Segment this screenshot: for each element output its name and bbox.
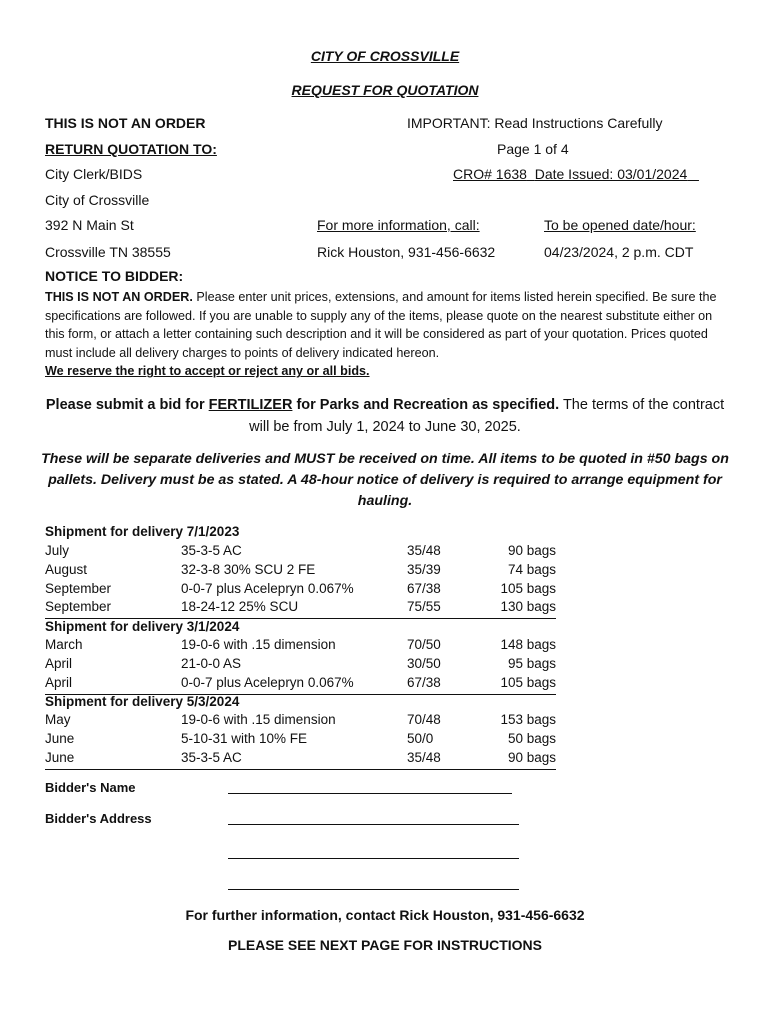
bidder-address-label: Bidder's Address xyxy=(45,811,152,826)
info-label: For more information, call: xyxy=(317,217,480,233)
shipment-heading: Shipment for delivery 7/1/2023 xyxy=(45,524,240,539)
cro-line xyxy=(453,166,720,182)
row-ratio: 67/38 xyxy=(407,675,441,690)
row-month: September xyxy=(45,581,112,596)
row-ratio: 35/39 xyxy=(407,562,441,577)
bidder-address-field-1[interactable] xyxy=(228,823,519,825)
cro-number: CRO# 1638 xyxy=(453,166,527,182)
contract-terms: The terms of the contract will be from July 1, 2024 to June 30, 2025. xyxy=(249,397,725,435)
open-date: 04/23/2024, 2 p.m. CDT xyxy=(544,244,694,260)
row-ratio: 70/48 xyxy=(407,712,441,727)
bidder-name-label: Bidder's Name xyxy=(45,780,136,795)
return-to-label: RETURN QUOTATION TO: xyxy=(45,141,217,157)
row-quantity: 74 bags xyxy=(507,562,556,577)
not-order-label: THIS IS NOT AN ORDER xyxy=(45,115,206,131)
row-month: September xyxy=(45,599,112,614)
important-note: IMPORTANT: Read Instructions Carefully xyxy=(407,115,663,131)
info-contact: Rick Houston, 931-456-6632 xyxy=(317,244,496,260)
row-quantity: 130 bags xyxy=(500,599,556,614)
notice-heading: NOTICE TO BIDDER: xyxy=(45,268,184,284)
row-ratio: 30/50 xyxy=(407,656,441,671)
date-issued: Date Issued: 03/01/2024 xyxy=(534,166,688,182)
page-number: Page 1 of 4 xyxy=(497,141,569,157)
row-product: 0-0-7 plus Acelepryn 0.067% xyxy=(181,675,354,690)
table-row xyxy=(45,656,556,675)
row-product: 18-24-12 25% SCU xyxy=(181,599,299,614)
bidder-address-field-2[interactable] xyxy=(228,857,519,859)
table-row xyxy=(45,750,556,770)
row-quantity: 153 bags xyxy=(500,712,556,727)
submit-statement xyxy=(40,394,730,438)
address-line-4: Crossville TN 38555 xyxy=(45,244,171,260)
submit-pre: Please submit a bid for xyxy=(45,397,209,413)
delivery-notice: These will be separate deliveries and MUST be received on time. All items to be quoted in #50 bags on pallets. Delivery must be as stated. A 48-hour notice of delivery is required to arrange equipment for hauling. xyxy=(41,451,729,509)
address-line-2: City of Crossville xyxy=(45,192,150,208)
table-row xyxy=(45,731,556,750)
city-title: CITY OF CROSSVILLE xyxy=(310,48,460,64)
row-ratio: 35/48 xyxy=(407,750,441,765)
row-product: 35-3-5 AC xyxy=(181,750,242,765)
row-ratio: 75/55 xyxy=(407,599,441,614)
row-quantity: 148 bags xyxy=(500,637,556,652)
row-month: August xyxy=(45,562,88,577)
row-quantity: 105 bags xyxy=(500,675,556,690)
rfq-title: REQUEST FOR QUOTATION xyxy=(291,82,479,98)
row-product: 19-0-6 with .15 dimension xyxy=(181,712,336,727)
row-month: March xyxy=(45,637,83,652)
submit-item: FERTILIZER xyxy=(208,397,293,413)
table-row xyxy=(45,581,556,600)
bidder-address-field-3[interactable] xyxy=(228,888,519,890)
table-row xyxy=(45,675,556,695)
table-row xyxy=(45,599,556,619)
row-quantity: 90 bags xyxy=(507,543,556,558)
bidder-name-field[interactable] xyxy=(228,792,512,794)
row-quantity: 50 bags xyxy=(507,731,556,746)
row-product: 21-0-0 AS xyxy=(181,656,242,671)
reserve-rights: We reserve the right to accept or reject any or all bids. xyxy=(45,364,370,379)
submit-post: for Parks and Recreation as specified. xyxy=(292,397,560,413)
table-row xyxy=(45,637,556,656)
row-month: June xyxy=(45,750,75,765)
row-quantity: 95 bags xyxy=(507,656,556,671)
notice-lead: THIS IS NOT AN ORDER. xyxy=(45,290,193,304)
row-month: June xyxy=(45,731,75,746)
shipment-heading: Shipment for delivery 3/1/2024 xyxy=(45,619,240,634)
notice-paragraph xyxy=(45,288,735,381)
next-page-note: PLEASE SEE NEXT PAGE FOR INSTRUCTIONS xyxy=(227,937,542,953)
table-row xyxy=(45,543,556,562)
row-ratio: 35/48 xyxy=(407,543,441,558)
row-product: 5-10-31 with 10% FE xyxy=(181,731,308,746)
row-quantity: 90 bags xyxy=(507,750,556,765)
row-month: April xyxy=(45,656,73,671)
table-row xyxy=(45,712,556,731)
row-product: 19-0-6 with .15 dimension xyxy=(181,637,336,652)
shipment-heading: Shipment for delivery 5/3/2024 xyxy=(45,694,240,709)
row-month: April xyxy=(45,675,73,690)
row-product: 32-3-8 30% SCU 2 FE xyxy=(181,562,316,577)
row-ratio: 67/38 xyxy=(407,581,441,596)
notice-body: Please enter unit prices, extensions, and amount for items listed herein specified. Be sure the specifications are followed. If you are unable to supply any of the items, please quote on the nearest substitute either on this form, or attach a letter containing such description and it will be considered as part of your quotation. Prices quoted must include all delivery charges to points of delivery indicated hereon. xyxy=(45,290,717,360)
row-product: 35-3-5 AC xyxy=(181,543,242,558)
contact-footer: For further information, contact Rick Houston, 931-456-6632 xyxy=(185,907,585,923)
row-quantity: 105 bags xyxy=(500,581,556,596)
row-ratio: 50/0 xyxy=(407,731,434,746)
row-month: May xyxy=(45,712,71,727)
address-line-1: City Clerk/BIDS xyxy=(45,166,143,182)
address-line-3: 392 N Main St xyxy=(45,217,134,233)
row-month: July xyxy=(45,543,70,558)
table-row xyxy=(45,562,556,581)
row-product: 0-0-7 plus Acelepryn 0.067% xyxy=(181,581,354,596)
row-ratio: 70/50 xyxy=(407,637,441,652)
open-label: To be opened date/hour: xyxy=(544,217,696,233)
